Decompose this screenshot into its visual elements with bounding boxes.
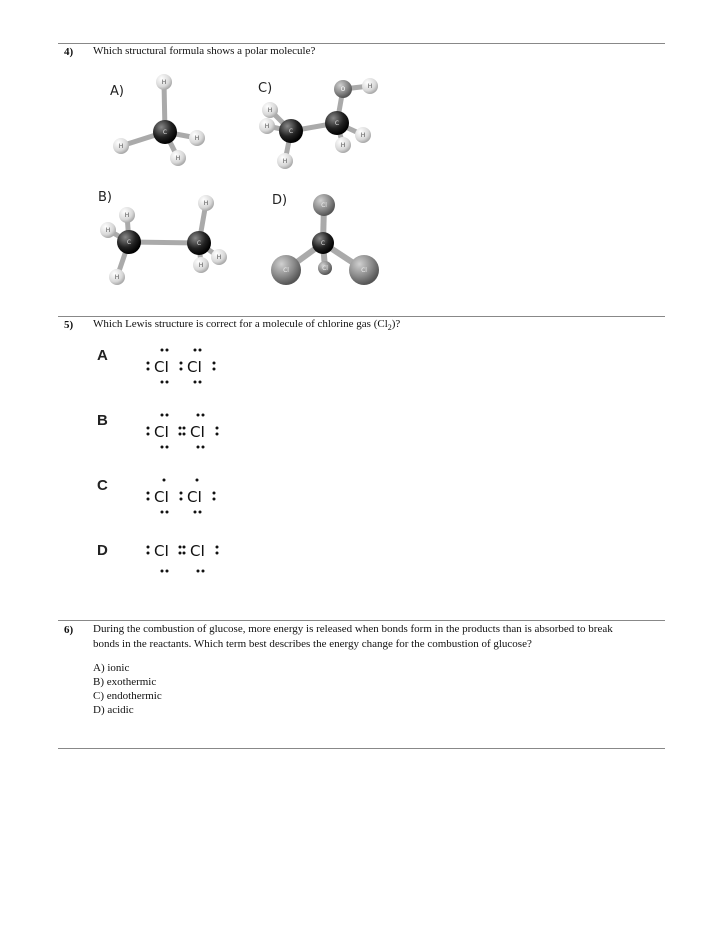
lewis-structure-d xyxy=(140,538,230,583)
lewis-structure-b xyxy=(140,408,230,453)
bottom-rule xyxy=(58,748,665,749)
choice-b: B) exothermic xyxy=(93,676,157,688)
question-5-text: Which Lewis structure is correct for a molecule of chlorine gas $(Cl_2)$? xyxy=(93,318,401,333)
question-6-number: 6) xyxy=(64,624,74,636)
svg-text:C: C xyxy=(162,129,168,136)
question-5-number: 5) xyxy=(64,319,74,331)
choice-a: A) ionic xyxy=(93,662,130,674)
svg-text:H: H xyxy=(198,262,204,269)
svg-text:Cl: Cl xyxy=(283,267,289,274)
rule-q6 xyxy=(58,620,665,621)
lewis-c-label: C xyxy=(97,477,108,494)
lewis-structure-c xyxy=(140,473,230,518)
svg-text:CI: CI xyxy=(154,542,169,560)
question-4-text: Which structural formula shows a polar molecule? xyxy=(93,45,316,57)
svg-text:H: H xyxy=(175,155,181,162)
svg-text:Cl: Cl xyxy=(321,202,327,209)
choice-c: C) endothermic xyxy=(93,690,162,702)
svg-text:H: H xyxy=(340,142,346,149)
svg-text:CI: CI xyxy=(154,423,169,441)
option-c-label: C) xyxy=(258,81,273,96)
svg-text:H: H xyxy=(264,123,270,130)
svg-text:H: H xyxy=(124,212,130,219)
svg-text:C: C xyxy=(196,240,202,247)
molecule-b-image xyxy=(95,195,235,295)
svg-text:CI: CI xyxy=(154,488,169,506)
molecule-d-image xyxy=(266,190,386,290)
svg-text:C: C xyxy=(288,128,294,135)
svg-text:H: H xyxy=(118,143,124,150)
svg-text:C: C xyxy=(334,120,340,127)
svg-text:H: H xyxy=(216,254,222,261)
svg-text:H: H xyxy=(194,135,200,142)
question-6-text-line-2: bonds in the reactants. Which term best describes the energy change for the combustion of glucose? xyxy=(93,638,532,650)
svg-text:C: C xyxy=(126,239,132,246)
lewis-d-label: D xyxy=(97,542,108,559)
molecule-c-image xyxy=(255,75,385,185)
lewis-structure-a xyxy=(140,343,230,388)
svg-text:CI: CI xyxy=(190,423,205,441)
svg-text:O: O xyxy=(340,86,346,93)
question-4-number: 4) xyxy=(64,46,74,58)
choice-d: D) acidic xyxy=(93,704,134,716)
svg-text:H: H xyxy=(114,274,120,281)
svg-text:H: H xyxy=(203,200,209,207)
molecule-a-image xyxy=(100,70,220,180)
svg-text:H: H xyxy=(360,132,366,139)
svg-text:CI: CI xyxy=(154,358,169,376)
svg-text:H: H xyxy=(282,158,288,165)
option-d-label: D) xyxy=(272,193,288,208)
svg-text:H: H xyxy=(367,83,373,90)
svg-text:Cl: Cl xyxy=(322,265,328,272)
option-a-label: A) xyxy=(110,84,124,99)
option-b-label: B) xyxy=(98,190,112,205)
svg-text:C: C xyxy=(320,240,326,247)
svg-text:H: H xyxy=(161,79,167,86)
svg-text:H: H xyxy=(105,227,111,234)
svg-text:CI: CI xyxy=(187,358,202,376)
svg-text:CI: CI xyxy=(190,542,205,560)
svg-text:Cl: Cl xyxy=(361,267,367,274)
svg-text:CI: CI xyxy=(187,488,202,506)
question-6-text-line-1: During the combustion of glucose, more energy is released when bonds form in the products than is absorbed to break xyxy=(93,623,613,635)
lewis-a-label: A xyxy=(97,347,108,364)
lewis-b-label: B xyxy=(97,412,108,429)
svg-text:H: H xyxy=(267,107,273,114)
